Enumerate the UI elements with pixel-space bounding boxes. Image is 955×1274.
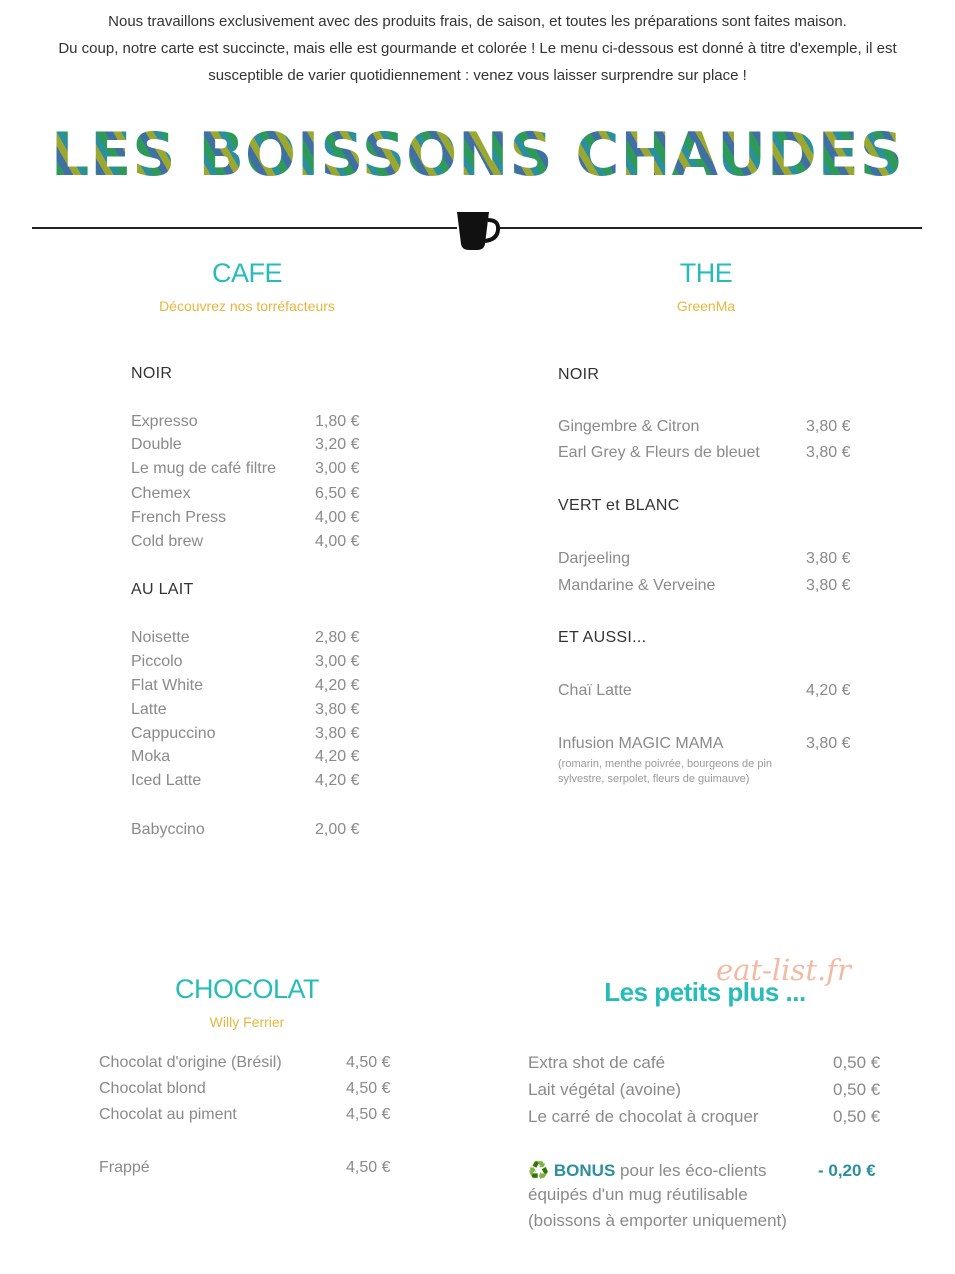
the-vert-label: VERT et BLANC bbox=[558, 497, 680, 514]
list-item-name: Extra shot de café bbox=[528, 1053, 666, 1072]
list-item-price: 4,20 € bbox=[315, 772, 360, 789]
list-item-name: Gingembre & Citron bbox=[558, 418, 700, 435]
list-item-name: Iced Latte bbox=[131, 772, 202, 789]
bonus-price: - 0,20 € bbox=[818, 1161, 876, 1180]
list-item-name: Chaï Latte bbox=[558, 682, 632, 699]
cafe-lait-label: AU LAIT bbox=[131, 581, 194, 598]
intro-line-3: susceptible de varier quotidiennement : venez vous laisser surprendre sur place ! bbox=[208, 67, 747, 84]
list-item-price: 3,80 € bbox=[806, 444, 851, 461]
list-item-name: Piccolo bbox=[131, 653, 183, 670]
petits-plus-title: Les petits plus ... bbox=[604, 977, 806, 1007]
list-item-name: Le carré de chocolat à croquer bbox=[528, 1107, 759, 1126]
frappe-name: Frappé bbox=[99, 1159, 150, 1176]
list-item-name: Chocolat au piment bbox=[99, 1106, 237, 1123]
list-item-name: French Press bbox=[131, 509, 227, 526]
list-item-price: 3,80 € bbox=[806, 550, 851, 567]
the-title: THE bbox=[679, 258, 733, 288]
list-item-price: 3,80 € bbox=[806, 735, 851, 752]
chocolat-subtitle: Willy Ferrier bbox=[209, 1014, 285, 1030]
coffee-cup-icon bbox=[455, 210, 501, 257]
the-aussi-label: ET AUSSI... bbox=[558, 629, 647, 646]
list-item-price: 0,50 € bbox=[833, 1107, 881, 1126]
list-item-name: Infusion MAGIC MAMA bbox=[558, 735, 724, 752]
magic-mama-note-1: (romarin, menthe poivrée, bourgeons de pin bbox=[558, 758, 773, 770]
list-item-name: Darjeeling bbox=[558, 550, 631, 567]
list-item-name: Lait végétal (avoine) bbox=[528, 1080, 682, 1099]
list-item-name: Moka bbox=[131, 748, 171, 765]
bonus-line-1 bbox=[528, 1161, 767, 1181]
list-item-price: 4,20 € bbox=[315, 748, 360, 765]
list-item-price: 3,80 € bbox=[315, 701, 360, 718]
list-item-price: 0,50 € bbox=[833, 1053, 881, 1072]
list-item-price: 3,80 € bbox=[806, 418, 851, 435]
frappe-price: 4,50 € bbox=[346, 1159, 391, 1176]
cafe-subtitle: Découvrez nos torréfacteurs bbox=[159, 298, 335, 314]
list-item-name: Chemex bbox=[131, 485, 191, 502]
recycle-icon: ♻️ bbox=[528, 1161, 550, 1180]
babyccino-price: 2,00 € bbox=[315, 821, 360, 838]
list-item-price: 3,00 € bbox=[315, 653, 360, 670]
list-item-price: 4,00 € bbox=[315, 533, 360, 550]
list-item-name: Cappuccino bbox=[131, 725, 216, 742]
cafe-noir-label: NOIR bbox=[131, 365, 173, 382]
list-item-price: 4,20 € bbox=[315, 677, 360, 694]
list-item-price: 3,00 € bbox=[315, 460, 360, 477]
intro-text bbox=[20, 8, 935, 89]
list-item-price: 0,50 € bbox=[833, 1080, 881, 1099]
divider-right bbox=[498, 227, 922, 229]
the-subtitle: GreenMa bbox=[676, 298, 736, 314]
page-title: LES BOISSONS CHAUDES bbox=[0, 120, 955, 190]
chocolat-title: CHOCOLAT bbox=[174, 974, 319, 1004]
list-item-price: 2,80 € bbox=[315, 629, 360, 646]
list-item-price: 3,80 € bbox=[315, 725, 360, 742]
list-item-price: 4,50 € bbox=[346, 1054, 391, 1071]
intro-line-1: Nous travaillons exclusivement avec des produits frais, de saison, et toutes les préparations sont faites maison. bbox=[108, 13, 847, 30]
babyccino-name: Babyccino bbox=[131, 821, 205, 838]
the-noir-label: NOIR bbox=[558, 366, 600, 383]
intro-line-2: Du coup, notre carte est succincte, mais elle est gourmande et colorée ! Le menu ci-dessous est donné à titre d'exemple, il est bbox=[58, 40, 897, 57]
list-item-price: 1,80 € bbox=[315, 413, 360, 430]
list-item-name: Expresso bbox=[131, 413, 198, 430]
list-item-price: 4,00 € bbox=[315, 509, 360, 526]
list-item-price: 4,50 € bbox=[346, 1106, 391, 1123]
bonus-word: BONUS bbox=[553, 1161, 616, 1180]
bonus-line-2: équipés d'un mug réutilisable bbox=[528, 1185, 748, 1204]
list-item-name: Chocolat blond bbox=[99, 1080, 206, 1097]
list-item-price: 3,80 € bbox=[806, 577, 851, 594]
list-item-name: Earl Grey & Fleurs de bleuet bbox=[558, 444, 760, 461]
list-item-name: Latte bbox=[131, 701, 167, 718]
list-item-price: 4,50 € bbox=[346, 1080, 391, 1097]
list-item-price: 3,20 € bbox=[315, 436, 360, 453]
list-item-name: Mandarine & Verveine bbox=[558, 577, 716, 594]
divider-left bbox=[32, 227, 457, 229]
list-item-price: 6,50 € bbox=[315, 485, 360, 502]
list-item-name: Le mug de café filtre bbox=[131, 460, 276, 477]
list-item-name: Noisette bbox=[131, 629, 190, 646]
list-item-name: Cold brew bbox=[131, 533, 204, 550]
bonus-line-3: (boissons à emporter uniquement) bbox=[528, 1211, 787, 1230]
bonus-text: pour les éco-clients bbox=[615, 1161, 767, 1180]
list-item-name: Flat White bbox=[131, 677, 204, 694]
list-item-price: 4,20 € bbox=[806, 682, 851, 699]
list-item-name: Chocolat d'origine (Brésil) bbox=[99, 1054, 282, 1071]
list-item-name: Double bbox=[131, 436, 182, 453]
magic-mama-note-2: sylvestre, serpolet, fleurs de guimauve) bbox=[558, 773, 750, 785]
watermark: eat-list.fr bbox=[716, 953, 851, 987]
cafe-title: CAFE bbox=[211, 258, 282, 288]
